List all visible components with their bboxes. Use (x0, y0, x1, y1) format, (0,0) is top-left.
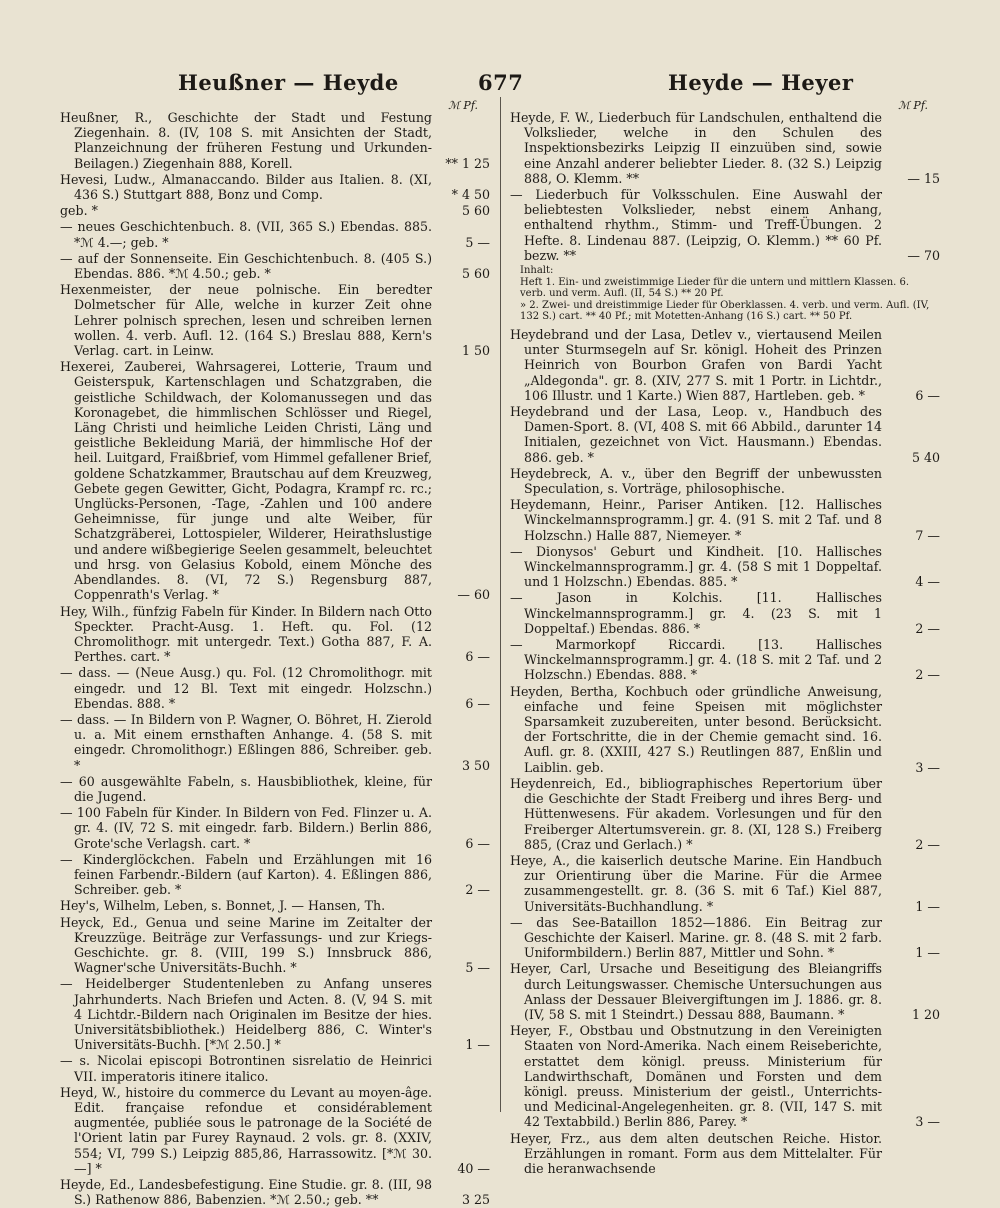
contents-line: » 2. Zwei- und dreistimmige Lieder für Oberklassen. 4. verb. und verm. Aufl. (IV, 132 S.) cart. ** 40 Pf.; mit Motetten-Anhang (16 S.) cart. ** 50 Pf. (520, 299, 933, 323)
catalog-entry (510, 961, 940, 1022)
entry-text: — neues Geschichtenbuch. 8. (VII, 365 S.) Ebendas. 885. *ℳ 4.—; geb. * (60, 219, 432, 250)
catalog-entry (510, 327, 940, 403)
catalog-entry (60, 1085, 490, 1176)
entry-price: 5 — (465, 234, 490, 250)
catalog-entry (60, 1053, 490, 1083)
entry-price: 1 20 (911, 1006, 940, 1022)
right-entry-list-a (510, 110, 940, 263)
running-head-right: Heyde — Heyer (668, 70, 854, 95)
entry-text: — 100 Fabeln für Kinder. In Bildern von Fed. Flinzer u. A. gr. 4. (IV, 72 S. mit eingedr. farb. Bildern.) Berlin 886, Grote'sche Verlagsh. cart. * (60, 805, 432, 851)
entry-price: 3 25 (461, 1192, 490, 1208)
catalog-entry (60, 712, 490, 773)
entry-text: Heyden, Bertha, Kochbuch oder gründliche Anweisung, einfache und feine Speisen mit möglichster Sparsamkeit zuzubereiten, unter besond. Berücksicht. der Fortschritte, die in der Chemie gemacht sind. 16. Aufl. gr. 8. (XXIII, 427 S.) Reutlingen 887, Enßlin und Laiblin. geb. (510, 683, 882, 775)
entry-price: — 60 (457, 587, 490, 603)
catalog-entry (60, 898, 490, 913)
entry-text: — Liederbuch für Volksschulen. Eine Auswahl der beliebtesten Volkslieder, nebst einem Anhang, enthaltend rhythm., Stimm- und Treff-Übungen. 2 Hefte. 8. Lindenau 887. (Leipzig, O. Klemm.) ** 60 Pf. bezw. ** (510, 187, 882, 263)
catalog-entry (510, 590, 940, 636)
entry-text: Heydenreich, Ed., bibliographisches Repertorium über die Geschichte der Stadt Freiberg und ihres Berg- und Hüttenwesens. Für akadem. Vorlesungen und für den Freiberger Altertumsverein. gr. 8. (XI, 128 S.) Freiberg 885, (Craz und Gerlach.) * (510, 775, 882, 852)
entry-text: Heye, A., die kaiserlich deutsche Marine. Ein Handbuch zur Orientirung über die Marine. Für die Armee zusammengestellt. gr. 8. (36 S. mit 6 Taf.) Kiel 887, Universitäts-Buchhandlung. * (510, 852, 882, 914)
entry-price: 40 — (457, 1160, 490, 1176)
entry-text: — Jason in Kolchis. [11. Hallisches Winckelmannsprogramm.] gr. 4. (23 S. mit 1 Doppeltaf.) Ebendas. 886. * (510, 590, 882, 636)
catalog-entry (60, 282, 490, 358)
right-column (510, 98, 940, 1177)
entry-price: 5 60 (461, 203, 490, 219)
catalog-entry (510, 187, 940, 263)
catalog-entry (510, 466, 940, 496)
entry-text: Heydebreck, A. v., über den Begriff der unbewussten Speculation, s. Vorträge, philosophische. (510, 465, 882, 497)
catalog-entry (60, 172, 490, 202)
entry-price: — 70 (907, 247, 940, 263)
catalog-entry (510, 853, 940, 914)
entry-price: 7 — (915, 527, 940, 543)
page-number: 677 (478, 70, 524, 95)
entry-text: Heyer, Frz., aus dem alten deutschen Reiche. Histor. Erzählungen in romant. Form aus dem Mittelalter. Für die heranwachsende (510, 1130, 882, 1176)
running-head-left: Heußner — Heyde (178, 70, 399, 95)
entry-text: — 60 ausgewählte Fabeln, s. Hausbibliothek, kleine, für die Jugend. (60, 773, 432, 804)
catalog-entry (60, 805, 490, 851)
entry-text: — dass. — (Neue Ausg.) qu. Fol. (12 Chromolithogr. mit eingedr. und 12 Bl. Text mit eingedr. Holzschn.) Ebendas. 888. * (60, 665, 432, 711)
catalog-entry (60, 251, 490, 281)
catalog-entry (510, 544, 940, 590)
entry-text: Heyck, Ed., Genua und seine Marine im Zeitalter der Kreuzzüge. Beiträge zur Verfassungs- und zur Kriegs-Geschichte. gr. 8. (VIII, 199 S.) Innsbruck 886, Wagner'sche Universitäts-Buchh. * (60, 914, 432, 976)
catalog-entry (60, 219, 490, 249)
catalog-entry (60, 774, 490, 804)
left-column (60, 98, 490, 1208)
entry-text: — Heidelberger Studentenleben zu Anfang unseres Jahrhunderts. Nach Briefen und Acten. 8. (V, 94 S. mit 4 Lichtdr.-Bildern nach Originalen im Besitze der hies. Universitätsbibliothek.) Heidelberg 886, C. Winter's Universitäts-Buchh. [*ℳ 2.50.] * (60, 976, 432, 1053)
entry-text: Hexenmeister, der neue polnische. Ein beredter Dolmetscher für Alle, welche in kurzer Zeit ohne Lehrer polnisch sprechen, lesen und schreiben lernen wollen. 4. verb. Aufl. 12. (164 S.) Breslau 888, Kern's Verlag. cart. in Leinw. (60, 282, 432, 359)
entry-price: 1 — (465, 1037, 490, 1053)
entry-text: Heyd, W., histoire du commerce du Levant au moyen-âge. Edit. française refondue et considérablement augmentée, publiée sous le patronage de la Société de l'Orient latin par Furey Raynaud. 2 vols. gr. 8. (XXIV, 554; VI, 799 S.) Leipzig 885,86, Harrassowitz. [*ℳ 30.—] * (60, 1084, 432, 1176)
entry-price: 4 — (915, 574, 940, 590)
left-entry-list (60, 110, 490, 1207)
entry-text: Hey's, Wilhelm, Leben, s. Bonnet, J. — Hansen, Th. (60, 898, 386, 914)
entry-price: — 15 (907, 170, 940, 186)
entry-price: 2 — (915, 620, 940, 636)
contents-note (510, 265, 940, 323)
entry-price: 5 60 (461, 266, 490, 282)
catalog-entry (510, 684, 940, 775)
catalog-entry (60, 852, 490, 898)
catalog-entry (60, 359, 490, 602)
entry-text: Heydebrand und der Lasa, Detlev v., viertausend Meilen unter Sturmsegeln auf Sr. königl. Hoheit des Prinzen Heinrich von Bourbon Grafen von Bardi Yacht „Aldegonda". gr. 8. (XIV, 277 S. mit 1 Portr. in Lichtdr., 106 Illustr. und 1 Karte.) Wien 887, Hartleben. geb. * (510, 327, 882, 403)
entry-text: Heyde, Ed., Landesbefestigung. Eine Studie. gr. 8. (III, 98 S.) Rathenow 886, Babenzien. *ℳ 2.50.; geb. ** (60, 1177, 432, 1208)
catalog-entry (510, 404, 940, 465)
price-column-head-right: ℳ Pf. (898, 99, 928, 112)
catalog-entry (60, 110, 490, 171)
catalog-entry (510, 915, 940, 961)
entry-text: Hevesi, Ludw., Almanaccando. Bilder aus Italien. 8. (XI, 436 S.) Stuttgart 888, Bonz und Comp. (60, 171, 432, 203)
entry-price: 3 — (915, 1114, 940, 1130)
entry-text: Heydebrand und der Lasa, Leop. v., Handbuch des Damen-Sport. 8. (VI, 408 S. mit 66 Abbild., darunter 14 Initialen, gezeichnet von Vict. Hausmann.) Ebendas. 886. geb. * (510, 404, 882, 465)
entry-price: 3 50 (461, 757, 490, 773)
catalog-entry (510, 497, 940, 543)
entry-text: Hey, Wilh., fünfzig Fabeln für Kinder. In Bildern nach Otto Speckter. Pracht-Ausg. 1. Heft. qu. Fol. (12 Chromolithogr. mit untergedr. Text.) Gotha 887, F. A. Perthes. cart. * (60, 603, 432, 665)
entry-price: ** 1 25 (445, 155, 490, 171)
entry-price: 1 — (915, 898, 940, 914)
entry-price: 1 — (915, 945, 940, 961)
contents-line: Heft 1. Ein- und zweistimmige Lieder für die untern und mittlern Klassen. 6. verb. und verm. Aufl. (II, 54 S.) ** 20 Pf. (520, 276, 913, 300)
catalog-entry (510, 110, 940, 186)
entry-text: — Dionysos' Geburt und Kindheit. [10. Hallisches Winckelmannsprogramm.] gr. 4. (58 S mit 1 Doppeltaf. und 1 Holzschn.) Ebendas. 885. * (510, 543, 882, 590)
entry-text: Hexerei, Zauberei, Wahrsagerei, Lotterie, Traum und Geisterspuk, Kartenschlagen und Schatzgraben, die geistliche Schildwach, der Kolomanussegen und das Koronagebet, die himmlischen Schlösser und Riegel, Läng Christi und heimliche Leiden Christi, Läng und geistliche Bekleidung Mariä, der himmlische Hof der heil. Luitgard, Fraißbrief, vom Himmel gefallener Brief, goldene Schatzkammer, Brautschau auf dem Kreuzweg, Gebete gegen Gewitter, Gicht, Podagra, Krampf rc. rc.; Unglücks-Personen, -Tage, -Zahlen und 100 andere Geheimnisse, für junge und alte Weiber, für Schatzgräberei, Lottospieler, Wilderer, Heirathslustige und andere wißbegierige Seelen gesammelt, beleuchtet und hrsg. von Gelasius Kobold, einem Mönche des Abendlandes. 8. (VI, 72 S.) Regensburg 887, Coppenrath's Verlag. * (60, 359, 432, 603)
catalog-entry (510, 1023, 940, 1129)
entry-price: 2 — (915, 836, 940, 852)
entry-text: Heyer, F., Obstbau und Obstnutzung in den Vereinigten Staaten von Nord-Amerika. Nach einem Reiseberichte, erstattet dem königl. preuss. Ministerium für Landwirthschaft, Domänen und Forsten und dem königl. preuss. Ministerium der geistl., Unterrichts- und Medicinal-Angelegenheiten. gr. 8. (VII, 147 S. mit 42 Textabbild.) Berlin 886, Parey. * (510, 1023, 882, 1130)
column-divider (500, 97, 501, 1112)
entry-price: 6 — (465, 695, 490, 711)
catalog-entry (60, 915, 490, 976)
entry-text: — auf der Sonnenseite. Ein Geschichtenbuch. 8. (405 S.) Ebendas. 886. *ℳ 4.50.; geb. * (60, 250, 432, 282)
entry-text: — Marmorkopf Riccardi. [13. Hallisches Winckelmannsprogramm.] gr. 4. (18 S. mit 2 Taf. und 2 Holzschn.) Ebendas. 888. * (510, 637, 882, 683)
entry-price: 6 — (465, 649, 490, 665)
catalog-entry (60, 203, 490, 218)
catalog-entry (60, 604, 490, 665)
entry-text: — Kinderglöckchen. Fabeln und Erzählungen mit 16 feinen Farbendr.-Bildern (auf Karton). 4. Eßlingen 886, Schreiber. geb. * (60, 851, 432, 898)
entry-text: Heyde, F. W., Liederbuch für Landschulen, enthaltend die Volkslieder, welche in den Schulen des Inspektionsbezirks Leipzig II einzuüben sind, sowie eine Anzahl anderer beliebter Lieder. 8. (32 S.) Leipzig 888, O. Klemm. ** (510, 110, 882, 186)
catalog-entry (60, 1177, 490, 1207)
entry-price: 2 — (465, 882, 490, 898)
price-column-head-left: ℳ Pf. (448, 99, 478, 112)
entry-price: * 4 50 (451, 187, 490, 203)
entry-price: 2 — (915, 667, 940, 683)
catalog-entry (60, 665, 490, 711)
contents-line: Inhalt: (520, 265, 554, 277)
catalog-entry (510, 637, 940, 683)
entry-price: 5 40 (911, 449, 940, 465)
entry-price: 1 50 (461, 343, 490, 359)
entry-text: Heyer, Carl, Ursache und Beseitigung des Bleiangriffs durch Leitungswasser. Chemische Untersuchungen aus Anlass der Dessauer Bleivergiftungen im J. 1886. gr. 8. (IV, 58 S. mit 1 Steindrt.) Dessau 888, Baumann. * (510, 961, 882, 1022)
entry-text: — dass. — In Bildern von P. Wagner, O. Böhret, H. Zierold u. a. Mit einem ernsthaften Anhange. 4. (58 S. mit eingedr. Chromolithogr.) Eßlingen 886, Schreiber. geb. * (60, 711, 432, 773)
catalog-entry (510, 776, 940, 852)
entry-text: Heußner, R., Geschichte der Stadt und Festung Ziegenhain. 8. (IV, 108 S. mit Ansichten der Stadt, Planzeichnung der früheren Festung und Urkunden-Beilagen.) Ziegenhain 888, Korell. (60, 110, 432, 171)
entry-price: 3 — (915, 759, 940, 775)
entry-price: 6 — (465, 835, 490, 851)
catalog-entry (510, 1131, 940, 1177)
entry-price: 6 — (915, 387, 940, 403)
entry-price: 5 — (465, 960, 490, 976)
entry-text: Heydemann, Heinr., Pariser Antiken. [12. Hallisches Winckelmannsprogramm.] gr. 4. (91 S. mit 2 Taf. und 8 Holzschn.) Halle 887, Niemeyer. * (510, 497, 882, 543)
entry-text: — s. Nicolai episcopi Botrontinen sisrelatio de Heinrici VII. imperatoris itinere italico. (60, 1053, 432, 1084)
entry-text: geb. * (60, 203, 98, 219)
catalog-entry (60, 976, 490, 1052)
entry-text: — das See-Bataillon 1852—1886. Ein Beitrag zur Geschichte der Kaiserl. Marine. gr. 8. (48 S. mit 2 farb. Uniformbildern.) Berlin 887, Mittler und Sohn. * (510, 914, 882, 961)
right-entry-list-b (510, 327, 940, 1176)
